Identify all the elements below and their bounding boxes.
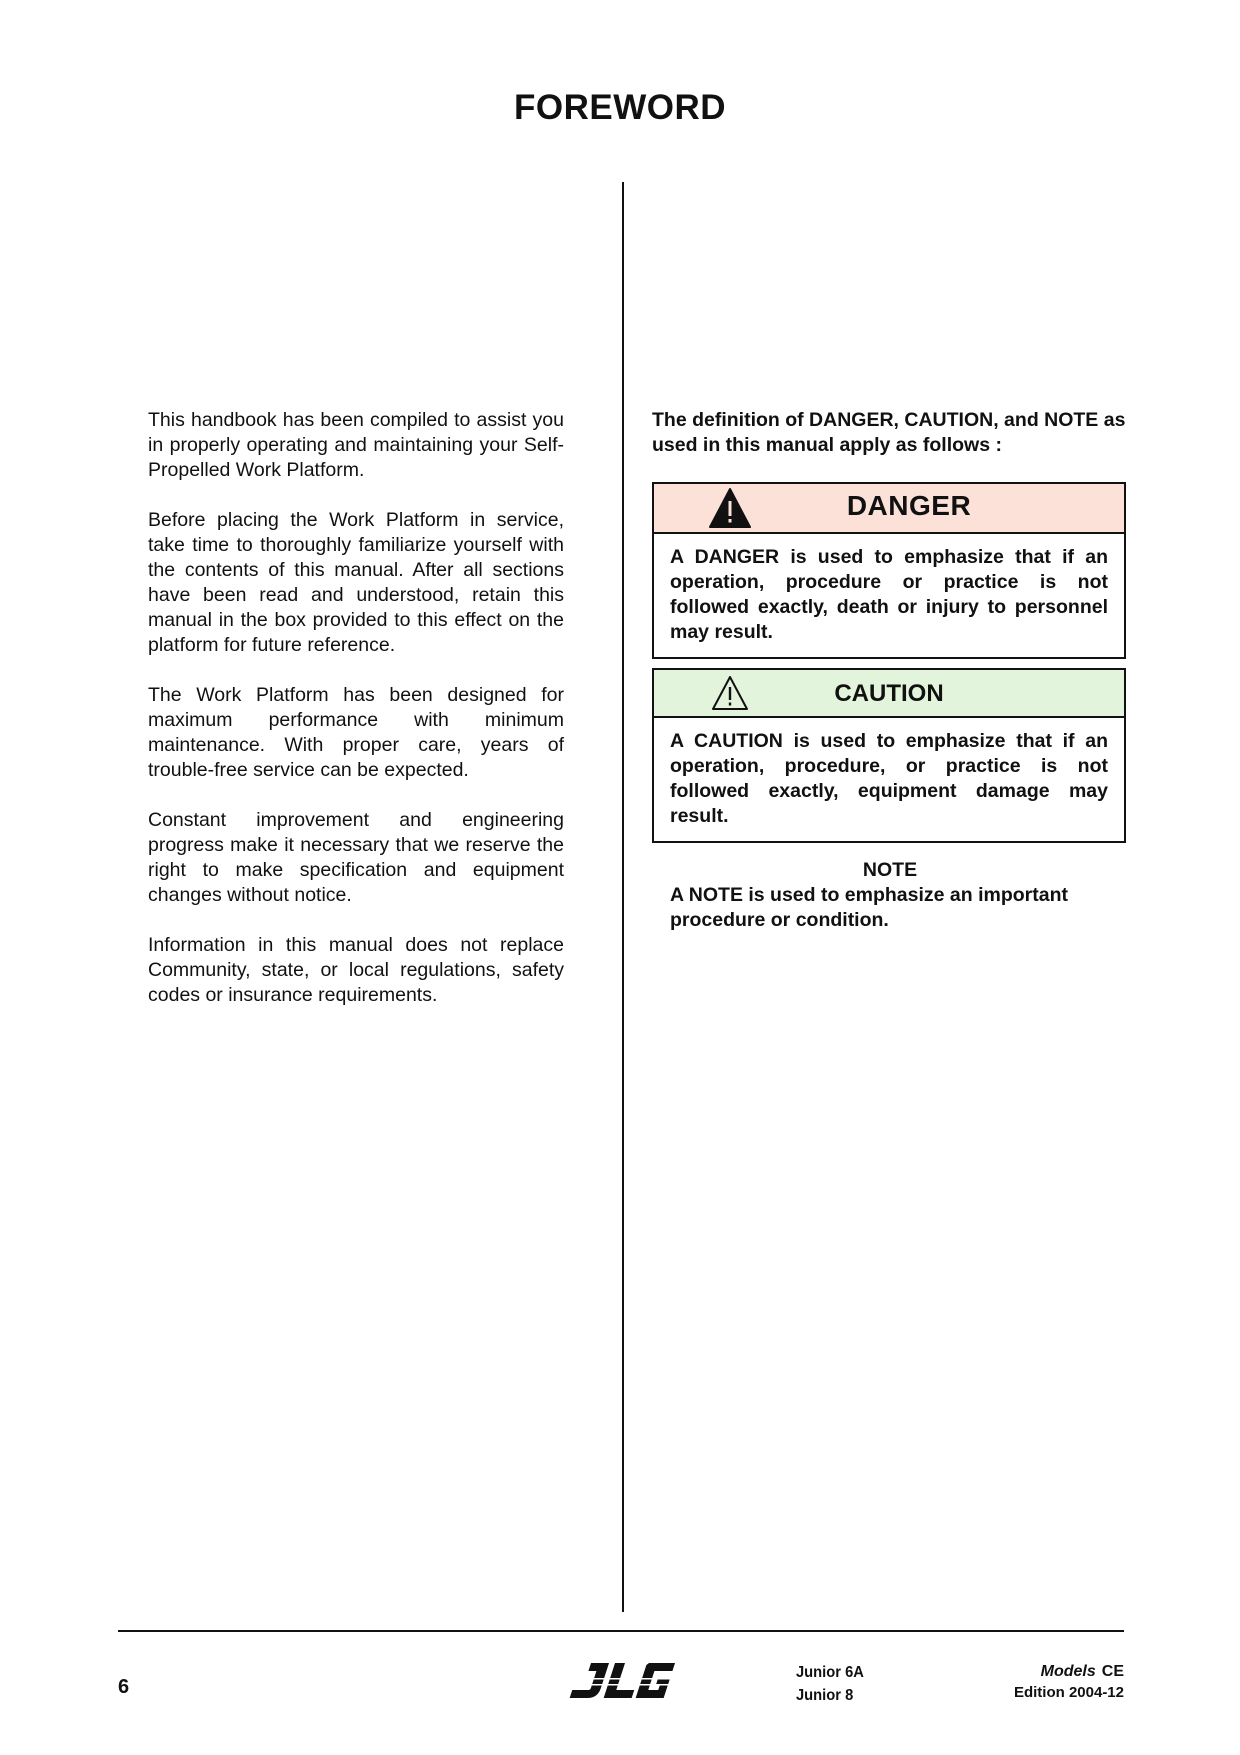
caution-header xyxy=(654,670,1124,718)
models-list xyxy=(796,1661,864,1707)
note-text: A NOTE is used to emphasize an important procedure or condition. xyxy=(670,884,1069,931)
edition-block xyxy=(1014,1661,1124,1703)
jlg-logo xyxy=(566,1660,678,1707)
paragraph: This handbook has been compiled to assist you in properly operating and maintaining your Self-Propelled Work Platform. xyxy=(148,409,564,481)
page-number: 6 xyxy=(118,1676,130,1698)
models-label: Models xyxy=(1040,1663,1096,1680)
caution-title: CAUTION xyxy=(834,680,944,707)
paragraph: Before placing the Work Platform in service, take time to thoroughly familiarize yourself with the contents of this manual. After all sections have been read and understood, retain this manual in the box provided to this effect on the platform for future reference. xyxy=(148,509,564,656)
edition-text: Edition 2004-12 xyxy=(1013,1684,1124,1701)
page-title: FOREWORD xyxy=(513,88,727,127)
model-name: Junior 6A xyxy=(796,1664,864,1681)
danger-box xyxy=(652,482,1126,659)
ce-mark: CE xyxy=(1101,1663,1124,1680)
model-name: Junior 8 xyxy=(796,1687,854,1704)
paragraph: Information in this manual does not replace Community, state, or local regulations, safety codes or insurance requirements. xyxy=(148,934,564,1006)
column-divider xyxy=(622,182,624,1612)
left-column xyxy=(148,408,564,1033)
danger-title: DANGER xyxy=(846,490,972,521)
note-block xyxy=(670,858,1110,933)
paragraph: The Work Platform has been designed for maximum performance with minimum maintenance. With proper care, years of trouble-free service can be expected. xyxy=(148,684,564,781)
caution-box xyxy=(652,668,1126,843)
models-label-row xyxy=(1014,1661,1124,1682)
danger-text: A DANGER is used to emphasize that if an operation, procedure or practice is not followed exactly, death or injury to personnel may result. xyxy=(670,546,1108,643)
footer-rule xyxy=(118,1630,1124,1632)
note-title: NOTE xyxy=(862,859,918,881)
paragraph: Constant improvement and engineering progress make it necessary that we reserve the right to make specification and equipment changes without notice. xyxy=(148,809,564,906)
right-column xyxy=(652,408,1128,931)
danger-header xyxy=(654,484,1124,534)
caution-text: A CAUTION is used to emphasize that if an operation, procedure, or practice is not followed exactly, equipment damage may result. xyxy=(670,730,1108,827)
definitions-intro: The definition of DANGER, CAUTION, and NOTE as used in this manual apply as follows : xyxy=(652,409,1126,456)
